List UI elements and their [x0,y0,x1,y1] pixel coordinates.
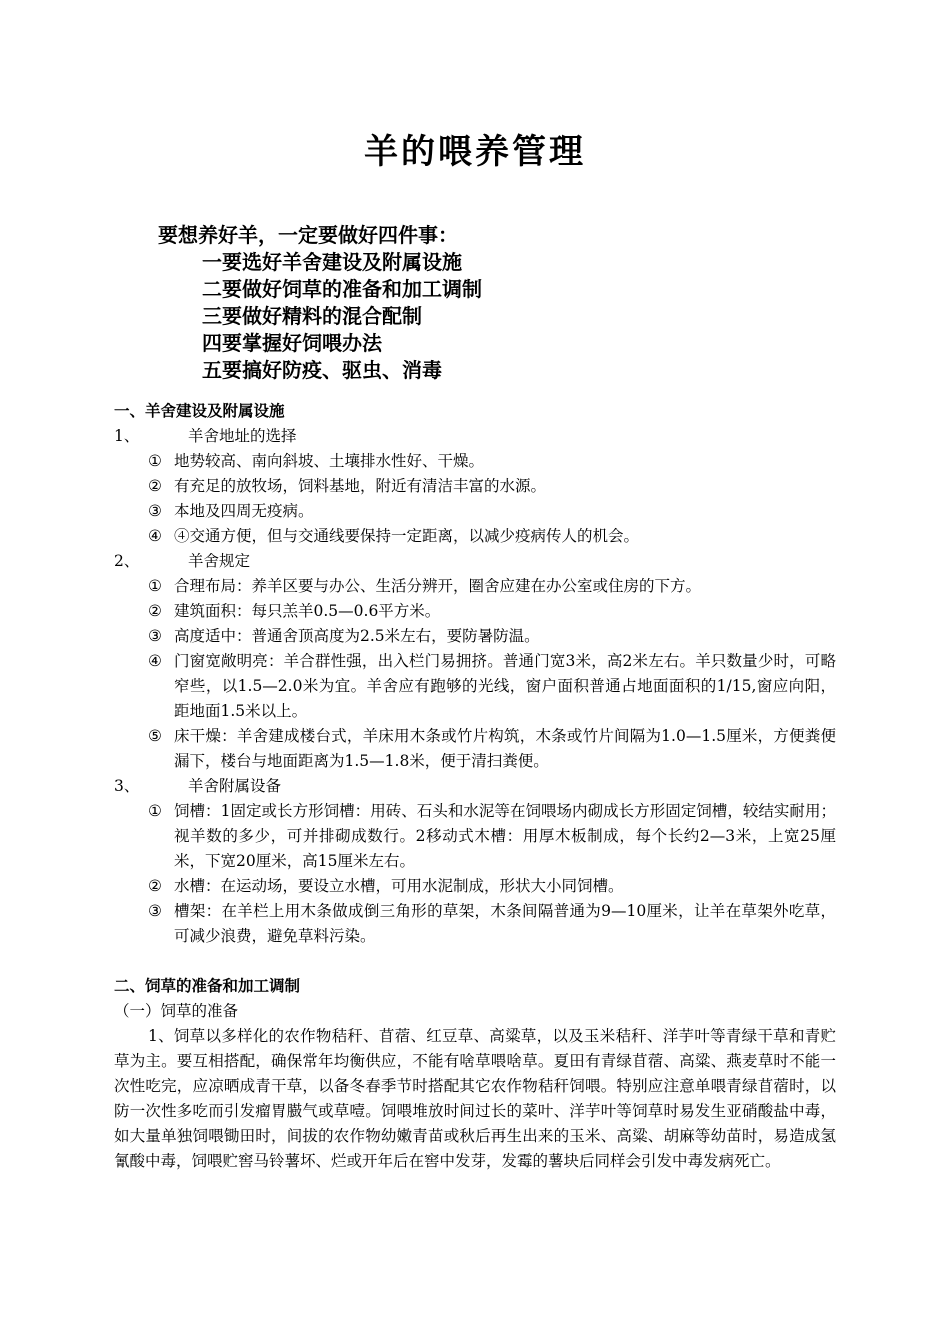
list-item [114,649,836,724]
list-item [114,449,836,474]
item-text: ④交通方便，但与交通线要保持一定距离，以减少疫病传人的机会。 [174,527,640,545]
list-item [114,899,836,949]
list-item [114,474,836,499]
item-text: 本地及四周无疫病。 [174,502,314,520]
subsection-title: 羊舍地址的选择 [188,427,297,445]
subsection-title: 羊舍附属设备 [188,777,282,795]
spacer [114,949,836,974]
item-marker: ① [148,452,162,470]
item-text: 合理布局：养羊区要与办公、生活分辨开，圈舍应建在办公室或住房的下方。 [174,577,702,595]
item-marker: ④ [148,652,162,670]
item-marker: ③ [148,902,162,920]
intro-item: 四要掌握好饲喂办法 [202,331,382,355]
subsection-number: 1、 [114,427,140,445]
item-marker: ② [148,877,162,895]
item-marker: ② [148,477,162,495]
item-text: 饲槽：1固定或长方形饲槽：用砖、石头和水泥等在饲喂场内砌成长方形固定饲槽，较结实耐用；视羊数的多少，可并排砌成数行。2移动式木槽：用厚木板制成，每个长约2—3米，上宽25厘米，下宽20厘米，高15厘米左右。 [174,802,836,870]
item-marker: ⑤ [148,727,162,745]
subsection-title: 羊舍规定 [188,552,251,570]
intro-item: 一要选好羊舍建设及附属设施 [202,250,462,274]
item-marker: ① [148,577,162,595]
list-item [114,574,836,599]
list-item [114,724,836,774]
item-text: 高度适中：普通舍顶高度为2.5米左右，要防暑防温。 [174,627,540,645]
list-item [114,624,836,649]
list-item [114,499,836,524]
intro-lead: 要想养好羊，一定要做好四件事： [158,223,458,247]
subsection-heading [114,549,836,574]
item-marker: ② [148,602,162,620]
subsection-heading [114,424,836,449]
intro-item: 五要搞好防疫、驱虫、消毒 [202,358,442,382]
list-item [114,599,836,624]
intro-item: 三要做好精料的混合配制 [202,304,422,328]
item-text: 有充足的放牧场，饲料基地，附近有清洁丰富的水源。 [174,477,547,495]
list-item [114,799,836,874]
item-marker: ① [148,802,162,820]
section-heading: 一、羊舍建设及附属设施 [114,402,285,420]
item-text: 建筑面积：每只羔羊0.5—0.6平方米。 [174,602,441,620]
subsection-title: （一）饲草的准备 [114,1002,239,1020]
section-heading: 二、饲草的准备和加工调制 [114,977,301,995]
subsection-heading [114,774,836,799]
list-item [114,874,836,899]
item-text: 地势较高、南向斜坡、土壤排水性好、干燥。 [174,452,485,470]
item-text: 门窗宽敞明亮：羊合群性强，出入栏门易拥挤。普通门宽3米，高2米左右。羊只数量少时，可略窄些，以1.5—2.0米为宜。羊舍应有跑够的光线，窗户面积普通占地面面积的1/15,窗应向阳，距地面1.5米以上。 [174,652,836,720]
item-marker: ④ [148,527,162,545]
body-content [114,399,836,1174]
intro-item: 二要做好饲草的准备和加工调制 [202,277,482,301]
list-item [114,524,836,549]
paragraph: 1、饲草以多样化的农作物秸秆、苜蓿、红豆草、高粱草，以及玉米秸秆、洋芋叶等青绿干草和青贮草为主。要互相搭配，确保常年均衡供应，不能有啥草喂啥草。夏田有青绿苜蓿、高粱、燕麦草时不能一次性吃完，应凉晒成青干草，以备冬春季节时搭配其它农作物秸秆饲喂。特别应注意单喂青绿苜蓿时，以防一次性多吃而引发瘤胃臌气或草噎。饲喂堆放时间过长的菜叶、洋芋叶等饲草时易发生亚硝酸盐中毒，如大量单独饲喂锄田时，间拔的农作物幼嫩青苗或秋后再生出来的玉米、高粱、胡麻等幼苗时，易造成氢氰酸中毒，饲喂贮窖马铃薯坏、烂或开年后在窖中发芽，发霉的薯块后同样会引发中毒发病死亡。 [114,1027,836,1170]
item-text: 水槽：在运动场，要设立水槽，可用水泥制成，形状大小同饲槽。 [174,877,624,895]
item-marker: ③ [148,627,162,645]
item-text: 槽架：在羊栏上用木条做成倒三角形的草架，木条间隔普通为9—10厘米，让羊在草架外吃草，可减少浪费，避免草料污染。 [174,902,836,945]
item-text: 床干燥：羊舍建成楼台式，羊床用木条或竹片构筑，木条或竹片间隔为1.0—1.5厘米，方便粪便漏下，楼台与地面距离为1.5—1.8米，便于清扫粪便。 [174,727,836,770]
page-title: 羊的喂养管理 [364,132,586,172]
item-marker: ③ [148,502,162,520]
subsection-number: 3、 [114,777,140,795]
subsection-number: 2、 [114,552,140,570]
intro-block [158,222,482,384]
